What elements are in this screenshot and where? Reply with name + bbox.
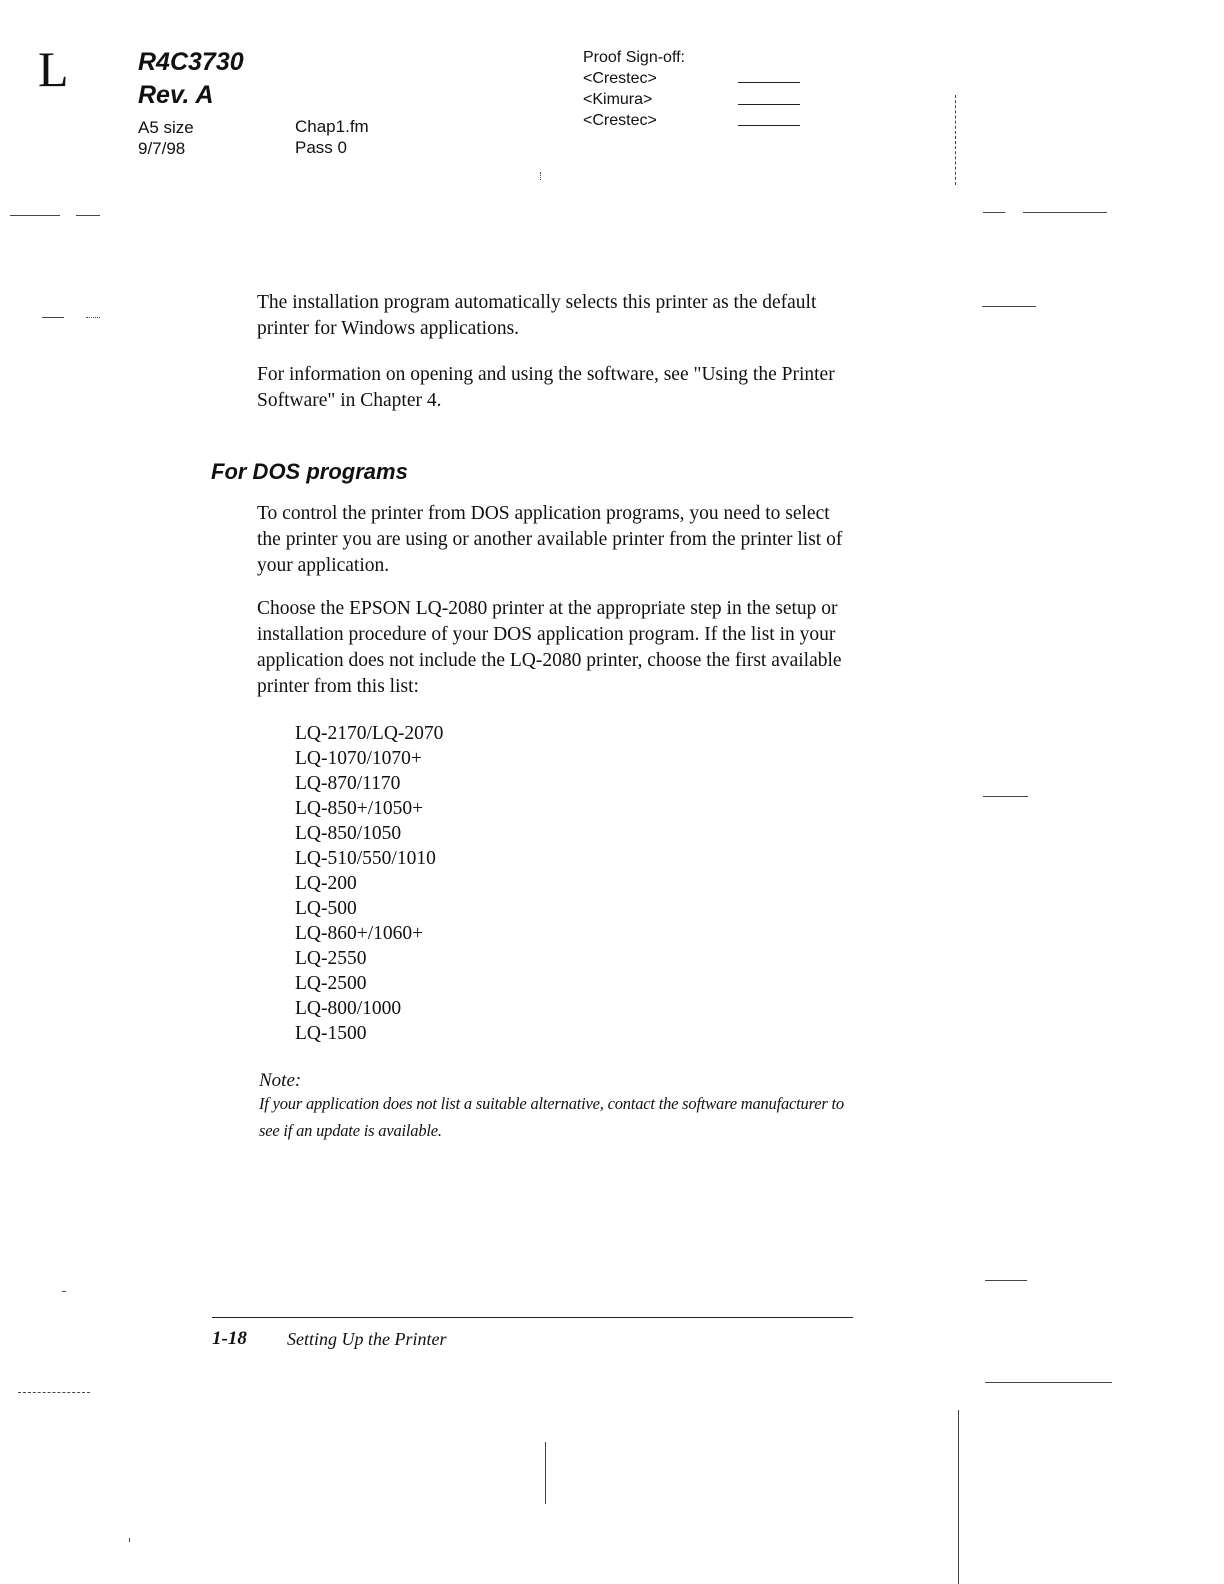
proof-entry: <Crestec> xyxy=(583,70,657,87)
revision: Rev. A xyxy=(138,81,214,109)
chapter-title: Setting Up the Printer xyxy=(287,1329,447,1349)
list-item: LQ-2500 xyxy=(295,973,367,994)
signature-line xyxy=(738,104,800,105)
list-item: LQ-510/550/1010 xyxy=(295,848,436,869)
crop-mark xyxy=(62,1291,66,1292)
crop-mark xyxy=(983,212,1005,213)
page-number: 1-18 xyxy=(212,1328,247,1349)
crop-mark xyxy=(985,1280,1027,1281)
proof-title: Proof Sign-off: xyxy=(583,49,685,66)
proof-entry: <Crestec> xyxy=(583,112,657,129)
paragraph: The installation program automatically selects this printer as the default printer for Windows applications. xyxy=(257,292,817,339)
doc-code: R4C3730 xyxy=(138,48,244,76)
crop-mark xyxy=(540,172,541,180)
crop-mark xyxy=(42,317,64,318)
list-item: LQ-870/1170 xyxy=(295,773,401,794)
crop-mark xyxy=(1023,212,1107,213)
list-item: LQ-500 xyxy=(295,898,357,919)
signature-line xyxy=(738,125,800,126)
section-heading: For DOS programs xyxy=(211,459,408,484)
pass-number: Pass 0 xyxy=(295,138,347,157)
file-name: Chap1.fm xyxy=(295,117,369,136)
crop-mark xyxy=(86,317,100,318)
list-item: LQ-800/1000 xyxy=(295,998,402,1019)
crop-mark xyxy=(985,1382,1112,1383)
corner-letter: L xyxy=(38,41,69,97)
paragraph: Choose the EPSON LQ-2080 printer at the appropriate step in the setup or installation procedure of your DOS application program. If the list in your application does not include the LQ-2080 printer, choose the first available printer from this list: xyxy=(257,598,842,697)
crop-mark xyxy=(129,1538,130,1542)
paragraph: To control the printer from DOS application programs, you need to select the printer you are using or another available printer from the printer list of your application. xyxy=(257,503,843,576)
crop-mark xyxy=(10,215,60,216)
crop-mark xyxy=(955,95,956,185)
list-item: LQ-850/1050 xyxy=(295,823,402,844)
crop-mark xyxy=(982,306,1036,307)
crop-mark xyxy=(958,1410,959,1584)
paragraph: For information on opening and using the software, see "Using the Printer Software" in Chapter 4. xyxy=(257,364,835,411)
list-item: LQ-2170/LQ-2070 xyxy=(295,723,444,744)
list-item: LQ-1500 xyxy=(295,1023,367,1044)
note-text: If your application does not list a suitable alternative, contact the software manufacturer to see if an update is available. xyxy=(259,1094,844,1140)
page-size: A5 size xyxy=(138,118,194,137)
crop-mark xyxy=(983,796,1028,797)
footer-rule xyxy=(212,1317,853,1318)
list-item: LQ-850+/1050+ xyxy=(295,798,424,819)
list-item: LQ-1070/1070+ xyxy=(295,748,422,769)
list-item: LQ-2550 xyxy=(295,948,367,969)
list-item: LQ-860+/1060+ xyxy=(295,923,424,944)
crop-mark xyxy=(545,1442,546,1504)
proof-entry: <Kimura> xyxy=(583,91,653,108)
note-label: Note: xyxy=(259,1070,302,1091)
signature-line xyxy=(738,82,800,83)
crop-mark xyxy=(18,1392,90,1393)
printer-list xyxy=(295,721,443,1046)
proof-signoff xyxy=(583,47,685,131)
list-item: LQ-200 xyxy=(295,873,357,894)
date: 9/7/98 xyxy=(138,139,186,158)
crop-mark xyxy=(76,215,100,216)
